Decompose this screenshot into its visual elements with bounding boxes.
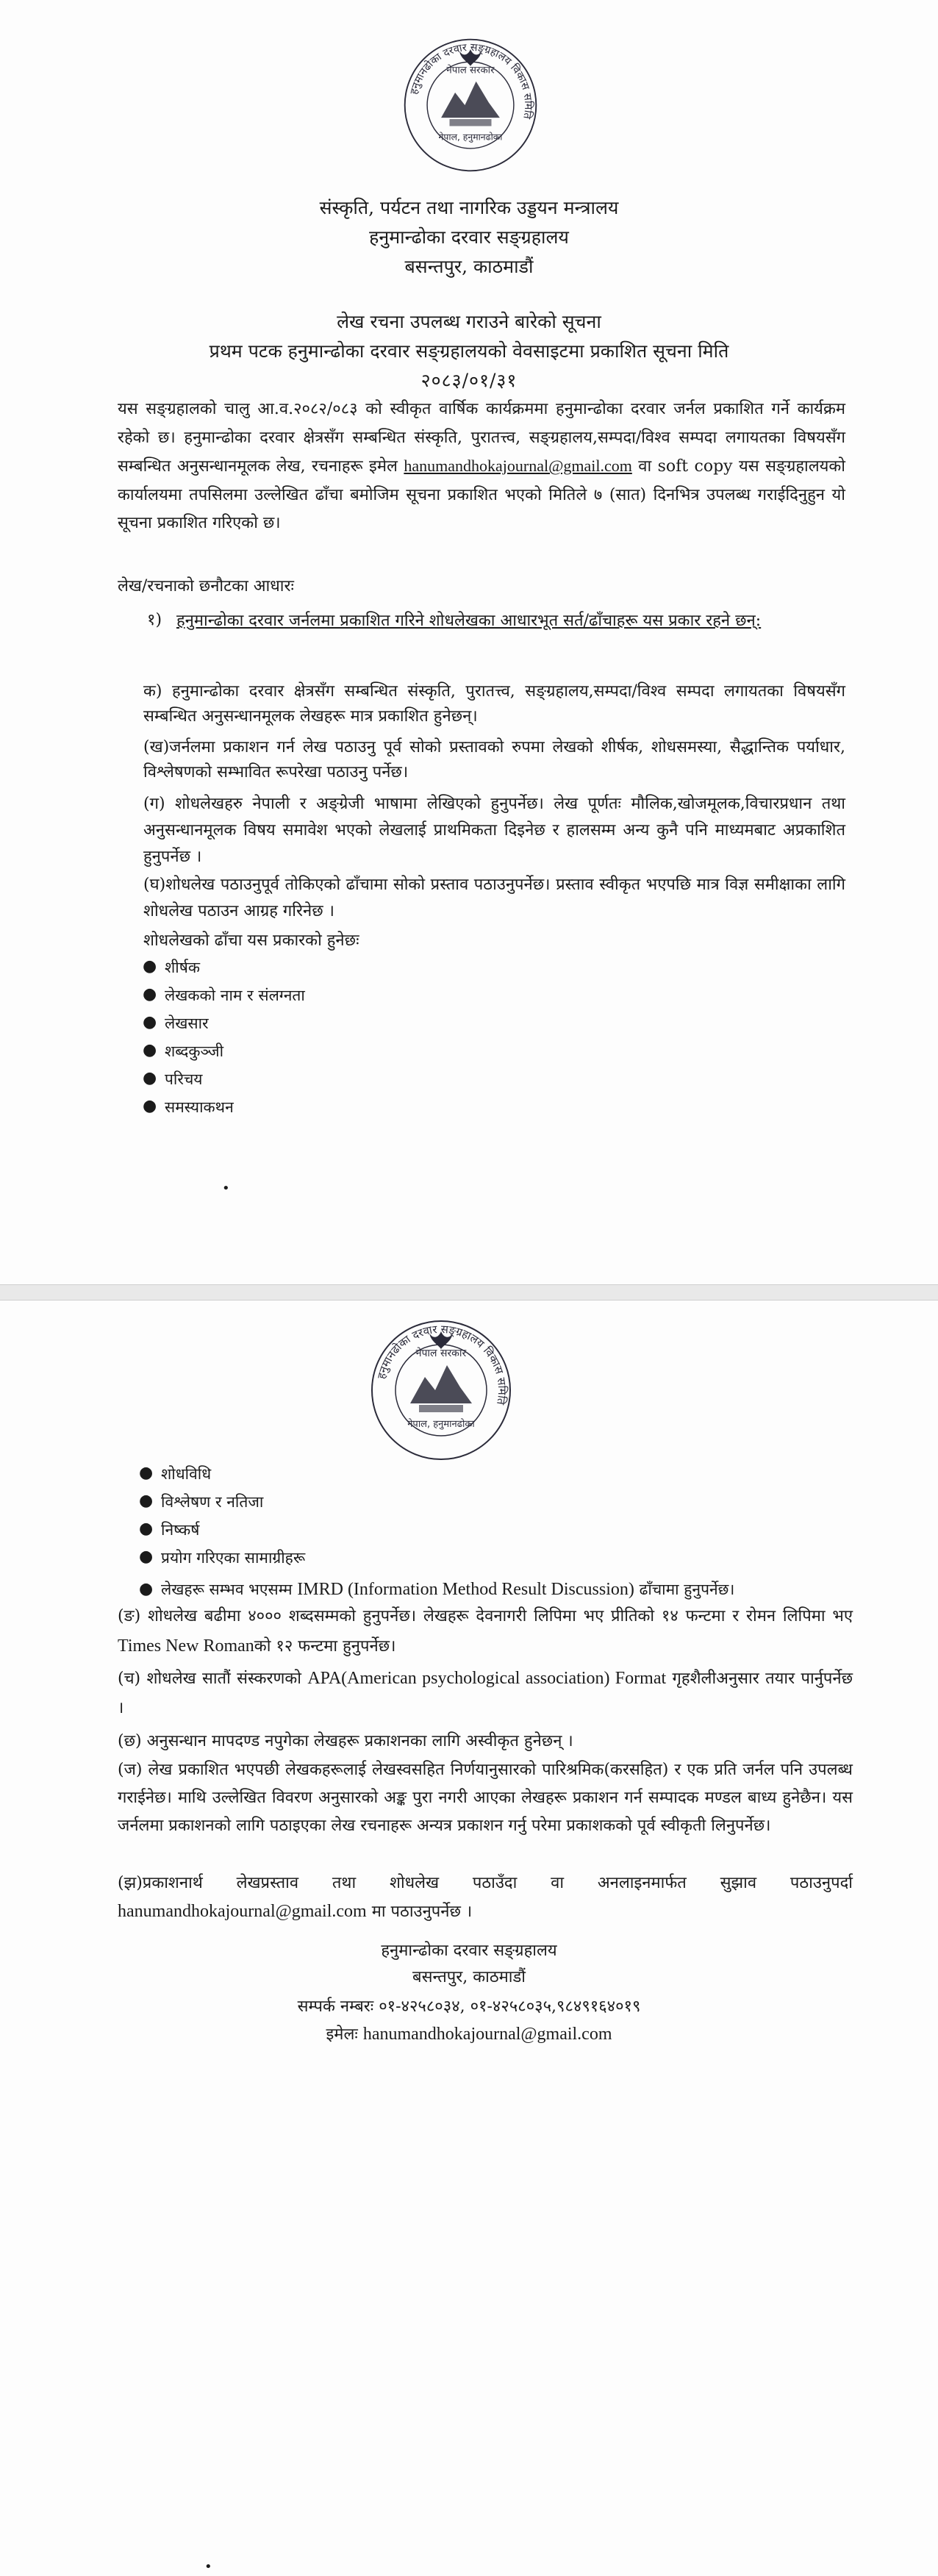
list-item: ● शीर्षक	[143, 957, 200, 976]
item-ka: क) हनुमान्ढोका दरवार क्षेत्रसँग सम्बन्धित संस्कृति, पुरातत्त्व, सङ्ग्रहालय,सम्पदा/विश्व सम्पदा लगायतका विषयसँग सम्बन्धित अनुसन्धानमूलक लेखहरू मात्र प्रकाशित हुनेछन्।	[143, 682, 845, 726]
item-jha: (झ)प्रकाशनार्थ लेखप्रस्ताव तथा शोधलेख पठाउँदा वा अनलाइनमार्फत सुझाव पठाउनुपर्दा hanumandhokajournal@gmail.com मा पठाउनुपर्नेछ ।	[118, 1874, 853, 1921]
footer-museum: हनुमान्ढोका दरवार सङ्ग्रहालय	[381, 1942, 557, 1960]
list-item: ● विश्लेषण र नतिजा	[139, 1492, 264, 1511]
bullet-icon: ●	[139, 1520, 154, 1538]
seal-bottom-text: नेपाल, हनुमानढोका	[438, 132, 503, 143]
footer-phone	[0, 1994, 938, 2017]
museum-address: बसन्तपुर, काठमाडौं	[404, 256, 534, 277]
bullet-icon: ●	[143, 1069, 157, 1087]
seal-ring-text: हनुमानढोका दरवार सङ्ग्रहालय विकास समिति	[408, 41, 534, 120]
notice-page-1	[0, 0, 938, 1285]
stray-dot: •	[204, 2559, 212, 2575]
apa-format: APA(American psychological association) Format	[307, 1669, 667, 1688]
seal-graphic	[368, 1317, 515, 1464]
seal-bottom-text: नेपाल, हनुमानढोका	[407, 1419, 475, 1430]
phone-label: सम्पर्क नम्बरः	[297, 1997, 374, 2016]
stray-dot: •	[222, 1181, 230, 1196]
list-item: ● परिचय	[143, 1069, 203, 1088]
intro-email-link[interactable]: hanumandhokajournal@gmail.com	[404, 457, 632, 475]
seal-graphic	[401, 35, 540, 175]
footer-email	[0, 2022, 938, 2044]
intro-text-part2: वा soft copy यस सङ्ग्रहालयको कार्यालयमा तपसिलमा उल्लेखित ढाँचा बमोजिम सूचना प्रकाशित भएको मितिले ७ (सात) दिनभित्र उपलब्ध गराईदिनुहुन यो सूचना प्रकाशित गरिएको छ।	[118, 457, 846, 532]
item-kha: (ख)जर्नलमा प्रकाशन गर्न लेख पठाउनु पूर्व सोको प्रस्तावको रुपमा लेखको शीर्षक, शोधसमस्या, सैद्धान्तिक पर्याधार, विश्लेषणको सम्भावित रूपरेखा पठाउनु पर्नेछ।	[143, 738, 845, 781]
notice-date: २०८३/०१/३१	[420, 370, 518, 391]
item-chha: (छ) अनुसन्धान मापदण्ड नपुगेका लेखहरू प्रकाशनका लागि अस्वीकृत हुनेछन् ।	[118, 1732, 573, 1750]
museum-name: हनुमान्ढोका दरवार सङ्ग्रहालय	[369, 226, 569, 248]
seal-top-text: नेपाल सरकार	[446, 65, 495, 76]
museum-seal-logo	[401, 35, 540, 175]
list-item: ● शब्दकुञ्जी	[143, 1041, 224, 1060]
item-cha: (च) शोधलेख सातौं संस्करणको APA(American psychological association) Format गृहशैलीअनुसार तयार पार्नुपर्नेछ ।	[118, 1669, 853, 1717]
footer-address: बसन्तपुर, काठमाडौं	[412, 1968, 526, 1986]
museum-seal-logo	[368, 1317, 515, 1464]
item-ja: (ज) लेख प्रकाशित भएपछी लेखकहरूलाई लेखस्वसहित निर्णयानुसारको पारिश्रमिक(करसहित) र एक प्रति जर्नल पनि उपलब्ध गराईनेछ। माथि उल्लेखित विवरण अनुसारको अङ्क पुरा नगरी आएका लेखहरू प्रकाशन गर्न सम्पादक मण्डल बाध्य हुनेछैन। यस जर्नलमा प्रकाशनको लागि पठाइएका लेख रचनाहरू अन्यत्र प्रकाशन गर्नु परेमा प्रकाशकको पूर्व स्वीकृती लिनुपर्नेछ।	[118, 1761, 853, 1835]
bullet-icon: ●	[139, 1492, 154, 1510]
imrd-term: IMRD (Information Method Result Discussion)	[297, 1580, 634, 1599]
point-1-number: १)	[147, 611, 162, 629]
list-item: ● प्रयोग गरिएका सामाग्रीहरू	[139, 1548, 306, 1567]
item-ga: (ग) शोधलेखहरु नेपाली र अङ्ग्रेजी भाषामा लेखिएको हुनुपर्नेछ। लेख पूर्णतः मौलिक,खोजमूलक,विचारप्रधान तथा अनुसन्धानमूलक विषय समावेश भएको लेखलाई प्राथमिकता दिइनेछ र हालसम्म अन्य कुनै पनि माध्यमबाट अप्रकाशित हुनुपर्नेछ ।	[143, 795, 845, 866]
mountain-emblem-icon	[410, 1365, 472, 1403]
bullet-icon: ●	[143, 957, 157, 976]
email-label: इमेलः	[326, 2025, 358, 2044]
submission-email-link[interactable]: hanumandhokajournal@gmail.com	[118, 1902, 367, 1921]
list-item-imrd: ● लेखहरू सम्भव भएसम्म IMRD (Information Method Result Discussion) ढाँचामा हुनुपर्नेछ।	[136, 1575, 815, 1603]
format-list-page2	[136, 1464, 815, 1603]
list-item: ● निष्कर्ष	[139, 1520, 200, 1539]
item-nga: (ङ) शोधलेख बढीमा ४००० शब्दसम्मको हुनुपर्नेछ। लेखहरू देवनागरी लिपिमा भए प्रीतिको १४ फन्टमा र रोमन लिपिमा भए Times New Romanको १२ फन्टमा हुनुपर्नेछ।	[118, 1607, 853, 1656]
seal-ring-text: हनुमानढोका दरवार सङ्ग्रहालय विकास समिति	[374, 1322, 509, 1406]
mountain-emblem-icon	[441, 82, 500, 118]
format-list-page1	[140, 957, 305, 1125]
point-1	[147, 607, 845, 635]
bullet-icon: ●	[143, 1097, 157, 1115]
phone-value: ०१-४२५८०३४, ०१-४२५८०३५,९८४९१६४०१९	[379, 1997, 641, 2016]
bullet-icon: ●	[139, 1464, 154, 1482]
bullet-icon: ●	[143, 1041, 157, 1059]
font-name: Times New Roman	[118, 1636, 254, 1656]
bullet-icon: ●	[139, 1548, 154, 1566]
intro-paragraph	[118, 396, 845, 538]
item-gha: (घ)शोधलेख पठाउनुपूर्व तोकिएको ढाँचामा सोको प्रस्ताव पठाउनुपर्नेछ। प्रस्ताव स्वीकृत भएपछि मात्र विज्ञ समीक्षाका लागि शोधलेख पठाउन आग्रह गरिनेछ ।	[143, 876, 845, 920]
list-item: ● लेखसार	[143, 1013, 209, 1032]
format-label: शोधलेखको ढाँचा यस प्रकारको हुनेछः	[143, 931, 359, 950]
notice-page-2	[0, 1300, 938, 2576]
list-item: ● समस्याकथन	[143, 1097, 234, 1116]
footer-email-link[interactable]: hanumandhokajournal@gmail.com	[362, 2025, 612, 2044]
criteria-label: लेख/रचनाको छनौटका आधारः	[118, 577, 294, 595]
bullet-icon: ●	[143, 985, 157, 1003]
bullet-icon: ●	[139, 1580, 154, 1598]
list-item: ● शोधविधि	[139, 1464, 212, 1483]
ministry-name: संस्कृति, पर्यटन तथा नागरिक उड्डयन मन्त्रालय	[319, 197, 619, 218]
notice-title: लेख रचना उपलब्ध गराउने बारेको सूचना	[337, 311, 601, 332]
notice-subtitle: प्रथम पटक हनुमान्ढोका दरवार सङ्ग्रहालयको वेवसाइटमा प्रकाशित सूचना मिति	[209, 340, 729, 362]
list-item: ● लेखकको नाम र संलग्नता	[143, 985, 305, 1004]
point-1-text: हनुमान्ढोका दरवार जर्नलमा प्रकाशित गरिने शोधलेखका आधारभूत सर्त/ढाँचाहरू यस प्रकार रहने छन्:	[176, 612, 762, 630]
intro-text-part1: यस सङ्ग्रहालको चालु आ.व.२०८२/०८३ को स्वीकृत वार्षिक कार्यक्रममा हनुमान्ढोका दरवार जर्नल प्रकाशित गर्ने कार्यक्रम रहेको छ। हनुमान्ढोका दरवार क्षेत्रसँग सम्बन्धित संस्कृति, पुरातत्त्व, सङ्ग्रहालय,सम्पदा/विश्व सम्पदा लगायतका विषयसँग सम्बन्धित अनुसन्धानमूलक लेख, रचनाहरू इमेल	[118, 400, 845, 476]
bullet-icon: ●	[143, 1013, 157, 1031]
seal-top-text: नेपाल सरकार	[415, 1348, 467, 1359]
